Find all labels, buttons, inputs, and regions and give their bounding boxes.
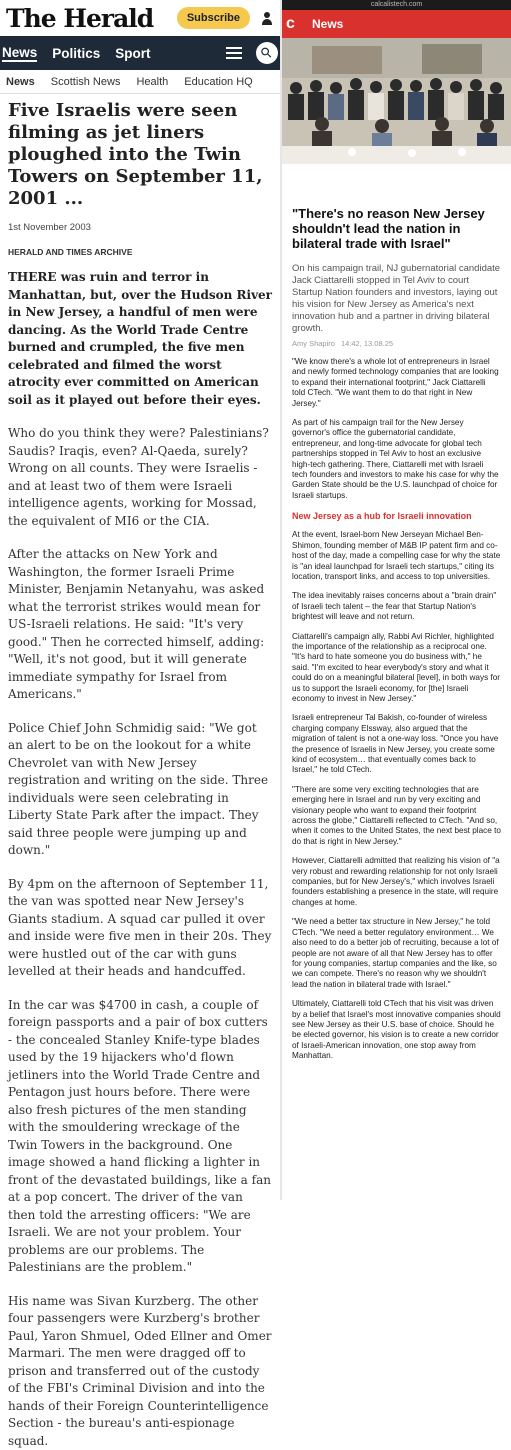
article-paragraph: After the attacks on New York and Washington, the former Israeli Prime Minister, Benjamin Netanyahu, was asked what the terrorist strikes would mean for US-Israeli relations. He said: "It's very good." Then he corrected himself, adding: "Well, it's not good, but it will generate immediate sympathy for Israel from Americans." xyxy=(8,546,272,704)
article-subheading: New Jersey as a hub for Israeli innovation xyxy=(292,511,501,521)
article-paragraph: THERE was ruin and terror in Manhattan, but, over the Hudson River in New Jersey, a handful of men were dancing. As the World Trade Centre burned and crumpled, the five men celebrated and filmed the worst atrocity ever committed on American soil as it played out before their eyes. xyxy=(8,269,272,409)
nav-sport[interactable]: Sport xyxy=(115,46,150,61)
subscribe-button[interactable]: Subscribe xyxy=(177,7,250,29)
sub-nav xyxy=(0,70,280,94)
menu-icon[interactable] xyxy=(226,47,242,59)
calcalist-logo[interactable]: c xyxy=(286,15,298,33)
article-paragraph: Israeli entrepreneur Tal Bakish, co-founder of wireless charging company Elssway, also argued that the migration of talent is not a one-way loss. "Once you have the presence of Israelis in New Jersey, you create some kind of ecosystem… that eventually comes back to Israel," he told CTech. xyxy=(292,713,501,775)
article-paragraph: Who do you think they were? Palestinians? Saudis? Iraqis, even? Al-Qaeda, surely? Wrong on all counts. They were Israelis - and at least two of them were Israeli intelligence agents, working for Mossad, the equivalent of MI6 or the CIA. xyxy=(8,425,272,530)
article-paragraph: Ciattarelli's campaign ally, Rabbi Avi Richler, highlighted the importance of the relationship as a reciprocal one. "It's hard to hate someone you do business with," he said. "I'm excited to hear everybody's story and what it could do on a meaningful bilateral [level], in both ways for us to support the Israeli economy, for [the] Israeli economy to invest in New Jersey." xyxy=(292,632,501,705)
calcalist-article xyxy=(282,206,511,1062)
article-paragraph: "We know there's a whole lot of entrepreneurs in Israel and newly formed technology companies that are looking to expand their international footprint," Jack Ciattarelli told CTech. "We want them to do that right in New Jersey." xyxy=(292,357,501,409)
herald-panel xyxy=(0,0,280,1200)
article-headline: "There's no reason New Jersey shouldn't lead the nation in bilateral trade with Israel" xyxy=(292,206,501,251)
article-paragraph: By 4pm on the afternoon of September 11, the van was spotted near New Jersey's Giants stadium. A squad car pulled it over and inside were five men in their 20s. They were hustled out of the car with guns levelled at their heads and handcuffed. xyxy=(8,876,272,981)
calcalist-panel xyxy=(282,0,511,1200)
author-name[interactable]: Amy Shapiro xyxy=(292,339,335,348)
subnav-news[interactable]: News xyxy=(6,76,35,88)
section-label[interactable]: News xyxy=(312,17,343,31)
user-icon[interactable] xyxy=(260,10,274,26)
article-paragraph: At the event, Israel-born New Jerseyan Michael Ben-Shimon, founding member of M&B IP patent firm and co-host of the day, made a compelling case for why the state is "an ideal launchpad for Israeli tech startups," citing its location, transport links, and access to top universities. xyxy=(292,530,501,582)
article-paragraph: "We need a better tax structure in New Jersey," he told CTech. "We need a better regulatory environment… We also need to do a better job of recruiting, because a lot of people are not aware of all that New Jersey has to offer for young companies, startup companies and the like, so we can compete. There's no reason why we shouldn't lead the nation in bilateral trade with Israel." xyxy=(292,917,501,990)
nav-news[interactable]: News xyxy=(2,45,37,62)
subnav-scottish-news[interactable]: Scottish News xyxy=(51,76,121,88)
article-paragraph: "There are some very exciting technologies that are emerging here in Israel and run by very exciting and visionary people who want to expand their footprint across the globe," Ciattarelli reflected to CTech. "And so, when it comes to the United States, the next best place to do that is right in New Jersey." xyxy=(292,785,501,847)
article-headline: Five Israelis were seen filming as jet liners ploughed into the Twin Towers on September 11, 2001 ... xyxy=(8,100,272,210)
article-summary: On his campaign trail, NJ gubernatorial candidate Jack Ciattarelli stopped in Tel Aviv to court Startup Nation founders and investors, laying out his vision for New Jersey as America's next innovation hub and a partner in driving bilateral growth. xyxy=(292,263,501,335)
main-nav xyxy=(0,36,280,70)
article-paragraph: The idea inevitably raises concerns about a "brain drain" of Israeli tech talent – the fear that Startup Nation's brightest will leave and not return. xyxy=(292,591,501,622)
timestamp: 14:42, 13.08.25 xyxy=(341,339,393,348)
article-paragraph: As part of his campaign trail for the New Jersey governor's office the gubernatorial candidate, entrepreneur, and long-time advocate for global tech partnerships stopped in Tel Aviv to host an exclusive high-tech gathering. There, Ciattarelli met with Israeli tech founders and investors to make his case for why the Garden State should be the U.S. launchpad of choice for Israeli startups. xyxy=(292,418,501,501)
subnav-health[interactable]: Health xyxy=(136,76,168,88)
url-bar[interactable]: calcalistech.com xyxy=(282,0,511,10)
subnav-education-hq[interactable]: Education HQ xyxy=(184,76,252,88)
article-source: HERALD AND TIMES ARCHIVE xyxy=(8,247,272,257)
article-paragraph: However, Ciattarelli admitted that realizing his vision of "a very robust and rewarding relationship for not only Israeli companies, but for New Jersey's," which involves Israeli founders establishing a presence in the state, will require changes at home. xyxy=(292,856,501,908)
article-paragraph: Ultimately, Ciattarelli told CTech that his visit was driven by a belief that Israel's most innovative companies should see New Jersey as their U.S. base of choice. Should he be elected governor, his vision is to create a new corridor of Israeli-American innovation, one stop away from Manhattan. xyxy=(292,999,501,1061)
herald-header xyxy=(0,0,280,36)
article-date: 1st November 2003 xyxy=(8,222,272,233)
article-paragraph: In the car was $4700 in cash, a couple of foreign passports and a pair of box cutters - the concealed Stanley Knife-type blades used by the 19 hijackers who'd flown jetliners into the World Trade Centre and Pentagon just hours before. There were also fresh pictures of the men standing with the smouldering wreckage of the Twin Towers in the background. One image showed a hand flicking a lighter in front of the devastated buildings, like a fan at a pop concert. The driver of the van then told the arresting officers: "We are Israeli. We are not your problem. Your problems are our problems. The Palestinians are the problem." xyxy=(8,997,272,1277)
byline xyxy=(292,339,501,348)
herald-article xyxy=(0,94,280,1450)
calcalist-nav xyxy=(282,10,511,38)
article-paragraph: Police Chief John Schmidig said: "We got an alert to be on the lookout for a white Chevrolet van with New Jersey registration and writing on the side. Three individuals were seen celebrating in Liberty State Park after the impact. They said three people were jumping up and down." xyxy=(8,720,272,860)
article-paragraph: His name was Sivan Kurzberg. The other four passengers were Kurzberg's brother Paul, Yaron Shmuel, Oded Ellner and Omer Marmari. The men were dragged off to prison and transferred out of the custody of the FBI's Criminal Division and into the hands of their Foreign Counterintelligence Section - the bureau's anti-espionage squad. xyxy=(8,1293,272,1450)
nav-politics[interactable]: Politics xyxy=(52,46,100,61)
search-icon[interactable] xyxy=(256,42,278,64)
herald-logo[interactable]: The Herald xyxy=(6,4,153,33)
group-photo xyxy=(282,38,511,164)
